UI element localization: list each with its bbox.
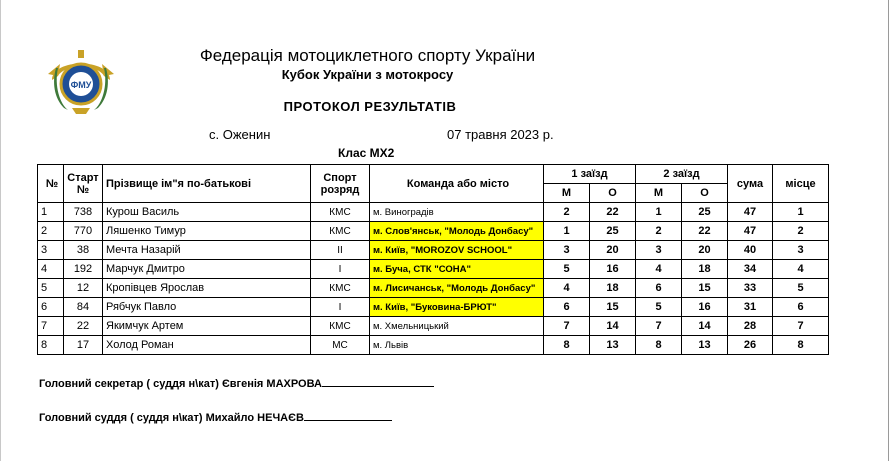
cup-title: Кубок України з мотокросу bbox=[281, 67, 454, 82]
judge-label: Головний суддя ( суддя н\кат) Михайло НЕЧАЄВ bbox=[39, 412, 304, 424]
table-row bbox=[38, 317, 829, 336]
cell-place: 8 bbox=[773, 336, 829, 355]
cell-name: Якимчук Артем bbox=[103, 317, 311, 336]
cell-no: 2 bbox=[38, 222, 64, 241]
cell-place: 6 bbox=[773, 298, 829, 317]
cell-start: 770 bbox=[64, 222, 103, 241]
cell-m1: 8 bbox=[544, 336, 590, 355]
cell-sum: 40 bbox=[728, 241, 773, 260]
cell-no: 3 bbox=[38, 241, 64, 260]
cell-m2: 7 bbox=[636, 317, 682, 336]
cell-m2: 2 bbox=[636, 222, 682, 241]
cell-o1: 25 bbox=[590, 222, 636, 241]
cell-no: 6 bbox=[38, 298, 64, 317]
cell-o2: 25 bbox=[682, 203, 728, 222]
cell-name: Мечта Назарій bbox=[103, 241, 311, 260]
cell-m1: 5 bbox=[544, 260, 590, 279]
cell-o2: 18 bbox=[682, 260, 728, 279]
header-race2: 2 заїзд bbox=[636, 165, 728, 184]
cell-m2: 8 bbox=[636, 336, 682, 355]
table-header-row bbox=[38, 165, 829, 184]
header-team: Команда або місто bbox=[370, 165, 544, 203]
table-row bbox=[38, 298, 829, 317]
header-name: Прізвище ім"я по-батькові bbox=[103, 165, 311, 203]
cell-name: Рябчук Павло bbox=[103, 298, 311, 317]
cell-start: 22 bbox=[64, 317, 103, 336]
cell-m2: 1 bbox=[636, 203, 682, 222]
cell-m1: 4 bbox=[544, 279, 590, 298]
cell-start: 12 bbox=[64, 279, 103, 298]
cell-place: 4 bbox=[773, 260, 829, 279]
results-body bbox=[38, 203, 829, 355]
cell-m1: 3 bbox=[544, 241, 590, 260]
cell-no: 8 bbox=[38, 336, 64, 355]
cell-m1: 6 bbox=[544, 298, 590, 317]
cell-place: 3 bbox=[773, 241, 829, 260]
cell-place: 2 bbox=[773, 222, 829, 241]
header-m2: М bbox=[636, 184, 682, 203]
cell-o1: 16 bbox=[590, 260, 636, 279]
header-sum: сума bbox=[728, 165, 773, 203]
cell-m1: 1 bbox=[544, 222, 590, 241]
cell-o1: 22 bbox=[590, 203, 636, 222]
secretary-label: Головний секретар ( суддя н\кат) Євгенія МАХРОВА bbox=[39, 378, 322, 390]
cell-name: Курош Василь bbox=[103, 203, 311, 222]
cell-name: Марчук Дмитро bbox=[103, 260, 311, 279]
table-row bbox=[38, 241, 829, 260]
table-row bbox=[38, 279, 829, 298]
table-row bbox=[38, 203, 829, 222]
header-o1: О bbox=[590, 184, 636, 203]
cell-start: 84 bbox=[64, 298, 103, 317]
cell-rank: II bbox=[311, 241, 370, 260]
cell-o1: 15 bbox=[590, 298, 636, 317]
cell-team: м. Слов'янськ, "Молодь Донбасу" bbox=[370, 222, 544, 241]
cell-team: м. Виноградів bbox=[370, 203, 544, 222]
page-right-edge bbox=[888, 0, 889, 461]
cell-no: 5 bbox=[38, 279, 64, 298]
cell-team: м. Лисичанськ, "Молодь Донбасу" bbox=[370, 279, 544, 298]
cell-team: м. Львів bbox=[370, 336, 544, 355]
cell-start: 17 bbox=[64, 336, 103, 355]
judge-signature bbox=[39, 409, 392, 424]
judge-signature-line bbox=[304, 409, 392, 421]
cell-o1: 13 bbox=[590, 336, 636, 355]
cell-rank: КМС bbox=[311, 222, 370, 241]
cell-start: 38 bbox=[64, 241, 103, 260]
event-place: с. Оженин bbox=[209, 127, 271, 142]
cell-m2: 4 bbox=[636, 260, 682, 279]
header-m1: М bbox=[544, 184, 590, 203]
cell-sum: 47 bbox=[728, 203, 773, 222]
cell-rank: I bbox=[311, 298, 370, 317]
cell-no: 1 bbox=[38, 203, 64, 222]
federation-title: Федерація мотоциклетного спорту України bbox=[199, 46, 536, 65]
cell-o2: 14 bbox=[682, 317, 728, 336]
results-table bbox=[37, 164, 829, 355]
cell-o2: 22 bbox=[682, 222, 728, 241]
cell-rank: I bbox=[311, 260, 370, 279]
cell-rank: КМС bbox=[311, 317, 370, 336]
header-place: місце bbox=[773, 165, 829, 203]
cell-o2: 15 bbox=[682, 279, 728, 298]
cell-rank: МС bbox=[311, 336, 370, 355]
cell-sum: 33 bbox=[728, 279, 773, 298]
cell-name: Ляшенко Тимур bbox=[103, 222, 311, 241]
svg-text:ФМУ: ФМУ bbox=[70, 80, 92, 90]
cell-sum: 28 bbox=[728, 317, 773, 336]
cell-rank: КМС bbox=[311, 203, 370, 222]
cell-no: 4 bbox=[38, 260, 64, 279]
secretary-signature bbox=[39, 375, 434, 390]
cell-m2: 3 bbox=[636, 241, 682, 260]
cell-team: м. Буча, СТК "СОНА" bbox=[370, 260, 544, 279]
cell-sum: 26 bbox=[728, 336, 773, 355]
cell-m2: 6 bbox=[636, 279, 682, 298]
cell-no: 7 bbox=[38, 317, 64, 336]
cell-o2: 13 bbox=[682, 336, 728, 355]
cell-name: Холод Роман bbox=[103, 336, 311, 355]
table-row bbox=[38, 222, 829, 241]
table-row bbox=[38, 336, 829, 355]
cell-o2: 20 bbox=[682, 241, 728, 260]
cell-m2: 5 bbox=[636, 298, 682, 317]
cell-sum: 34 bbox=[728, 260, 773, 279]
header-no: № bbox=[38, 165, 64, 203]
cell-sum: 47 bbox=[728, 222, 773, 241]
header-race1: 1 заїзд bbox=[544, 165, 636, 184]
cell-start: 738 bbox=[64, 203, 103, 222]
cell-team: м. Київ, "MOROZOV SCHOOL" bbox=[370, 241, 544, 260]
protocol-title: ПРОТОКОЛ РЕЗУЛЬТАТІВ bbox=[283, 99, 457, 114]
cell-place: 7 bbox=[773, 317, 829, 336]
cell-place: 5 bbox=[773, 279, 829, 298]
cell-m1: 7 bbox=[544, 317, 590, 336]
cell-o1: 14 bbox=[590, 317, 636, 336]
cell-o2: 16 bbox=[682, 298, 728, 317]
cell-m1: 2 bbox=[544, 203, 590, 222]
header-start: Старт № bbox=[64, 165, 103, 203]
cell-o1: 18 bbox=[590, 279, 636, 298]
header-o2: О bbox=[682, 184, 728, 203]
cell-team: м. Київ, "Буковина-БРЮТ" bbox=[370, 298, 544, 317]
cell-name: Кропівцев Ярослав bbox=[103, 279, 311, 298]
secretary-signature-line bbox=[322, 375, 434, 387]
cell-start: 192 bbox=[64, 260, 103, 279]
cell-rank: КМС bbox=[311, 279, 370, 298]
cell-team: м. Хмельницький bbox=[370, 317, 544, 336]
event-date: 07 травня 2023 р. bbox=[447, 127, 554, 142]
cell-o1: 20 bbox=[590, 241, 636, 260]
header-rank: Спорт розряд bbox=[311, 165, 370, 203]
cell-sum: 31 bbox=[728, 298, 773, 317]
class-label: Клас MX2 bbox=[338, 146, 395, 160]
cell-place: 1 bbox=[773, 203, 829, 222]
table-row bbox=[38, 260, 829, 279]
